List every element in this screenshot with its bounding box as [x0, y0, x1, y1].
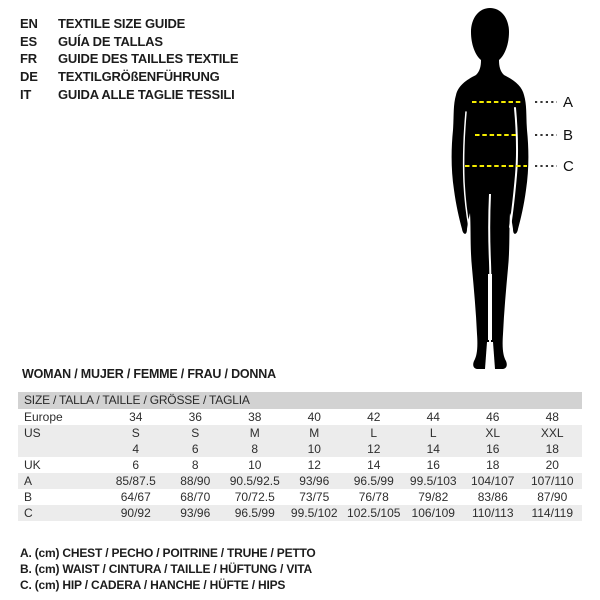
- size-cell: 6: [191, 442, 199, 456]
- language-code: EN: [20, 16, 38, 32]
- table-row: [18, 505, 582, 521]
- hip-label: C: [563, 158, 574, 175]
- size-cell: 88/90: [180, 474, 211, 488]
- size-cell: 8: [251, 442, 259, 456]
- chest-label: A: [563, 94, 574, 111]
- size-cell: 10: [248, 458, 262, 472]
- size-cell: 14: [426, 442, 440, 456]
- size-cell: 38: [248, 410, 262, 424]
- size-cell: 110/113: [471, 506, 514, 520]
- size-cell: 106/109: [411, 506, 455, 520]
- size-cell: 102.5/105: [347, 506, 401, 520]
- size-cell: 79/82: [418, 490, 449, 504]
- language-title: GUIDE DES TAILLES TEXTILE: [58, 51, 239, 67]
- size-cell: 34: [129, 410, 143, 424]
- size-cell: 99.5/103: [409, 474, 457, 488]
- legend-line: B. (cm) WAIST / CINTURA / TAILLE / HÜFTUNG / VITA: [20, 562, 312, 576]
- language-title: TEXTILGRÖßENFÜHRUNG: [58, 69, 220, 85]
- table-row: [18, 489, 582, 505]
- row-label: A: [24, 474, 33, 488]
- size-cell: 99.5/102: [290, 506, 338, 520]
- waist-label: B: [563, 127, 574, 144]
- row-label: B: [24, 490, 33, 504]
- size-cell: 85/87.5: [115, 474, 156, 488]
- size-cell: 6: [132, 458, 140, 472]
- size-cell: 16: [426, 458, 440, 472]
- size-cell: L: [370, 426, 378, 440]
- size-cell: XXL: [540, 426, 564, 440]
- size-cell: S: [131, 426, 140, 440]
- size-cell: 90/92: [120, 506, 151, 520]
- size-cell: 96.5/99: [234, 506, 275, 520]
- language-title-list: [20, 15, 238, 103]
- size-cell: 14: [367, 458, 381, 472]
- row-label: Europe: [24, 410, 63, 424]
- size-cell: M: [249, 426, 260, 440]
- table-row: [18, 409, 582, 425]
- table-row: [18, 473, 582, 489]
- size-cell: 104/107: [471, 474, 515, 488]
- size-cell: 44: [426, 410, 440, 424]
- size-cell: L: [429, 426, 437, 440]
- size-cell: 73/75: [299, 490, 330, 504]
- size-cell: 16: [486, 442, 500, 456]
- row-label: [18, 441, 106, 457]
- row-label: C: [24, 506, 33, 520]
- size-cell: 8: [191, 458, 199, 472]
- size-table-body: [18, 409, 582, 521]
- size-cell: 18: [486, 458, 500, 472]
- size-cell: 42: [367, 410, 381, 424]
- language-row: [20, 50, 238, 68]
- legend-line: A. (cm) CHEST / PECHO / POITRINE / TRUHE / PETTO: [20, 546, 316, 560]
- row-label: UK: [24, 458, 41, 472]
- language-code: FR: [20, 51, 37, 67]
- size-cell: 12: [307, 458, 321, 472]
- size-cell: 36: [188, 410, 202, 424]
- size-cell: 4: [132, 442, 140, 456]
- size-cell: 20: [545, 458, 559, 472]
- size-table-header: SIZE / TALLA / TAILLE / GRÖSSE / TAGLIA: [18, 392, 582, 409]
- section-title: WOMAN / MUJER / FEMME / FRAU / DONNA: [22, 367, 276, 381]
- woman-silhouette-svg: [430, 0, 600, 380]
- language-title: GUÍA DE TALLAS: [58, 33, 163, 49]
- language-code: DE: [20, 69, 38, 85]
- language-title: TEXTILE SIZE GUIDE: [58, 16, 186, 32]
- size-cell: 76/78: [358, 490, 389, 504]
- size-cell: S: [191, 426, 200, 440]
- size-table: [18, 392, 582, 521]
- size-cell: 96.5/99: [353, 474, 394, 488]
- size-cell: 114/119: [531, 506, 574, 520]
- woman-silhouette-figure: [430, 0, 600, 380]
- size-cell: 48: [545, 410, 559, 424]
- language-row: [20, 15, 238, 33]
- size-cell: 12: [367, 442, 381, 456]
- language-title: GUIDA ALLE TAGLIE TESSILI: [58, 86, 235, 102]
- language-row: [20, 85, 238, 103]
- row-label: US: [24, 426, 41, 440]
- size-cell: 87/90: [537, 490, 568, 504]
- size-cell: 68/70: [180, 490, 211, 504]
- language-code: IT: [20, 86, 32, 102]
- size-cell: 64/67: [120, 490, 151, 504]
- language-row: [20, 68, 238, 86]
- measurement-legend: [20, 545, 316, 593]
- size-cell: M: [309, 426, 320, 440]
- size-cell: 10: [307, 442, 321, 456]
- language-row: [20, 33, 238, 51]
- language-code: ES: [20, 33, 37, 49]
- size-cell: 18: [545, 442, 559, 456]
- size-cell: 46: [486, 410, 500, 424]
- size-cell: 93/96: [180, 506, 211, 520]
- size-cell: 83/86: [477, 490, 508, 504]
- size-cell: 93/96: [299, 474, 330, 488]
- table-row: [18, 425, 582, 441]
- size-cell: 70/72.5: [234, 490, 275, 504]
- table-row: [18, 441, 582, 457]
- table-row: [18, 457, 582, 473]
- legend-line: C. (cm) HIP / CADERA / HANCHE / HÜFTE / HIPS: [20, 578, 286, 592]
- size-cell: 40: [307, 410, 321, 424]
- size-cell: XL: [485, 426, 501, 440]
- size-cell: 90.5/92.5: [229, 474, 280, 488]
- size-cell: 107/110: [531, 474, 574, 488]
